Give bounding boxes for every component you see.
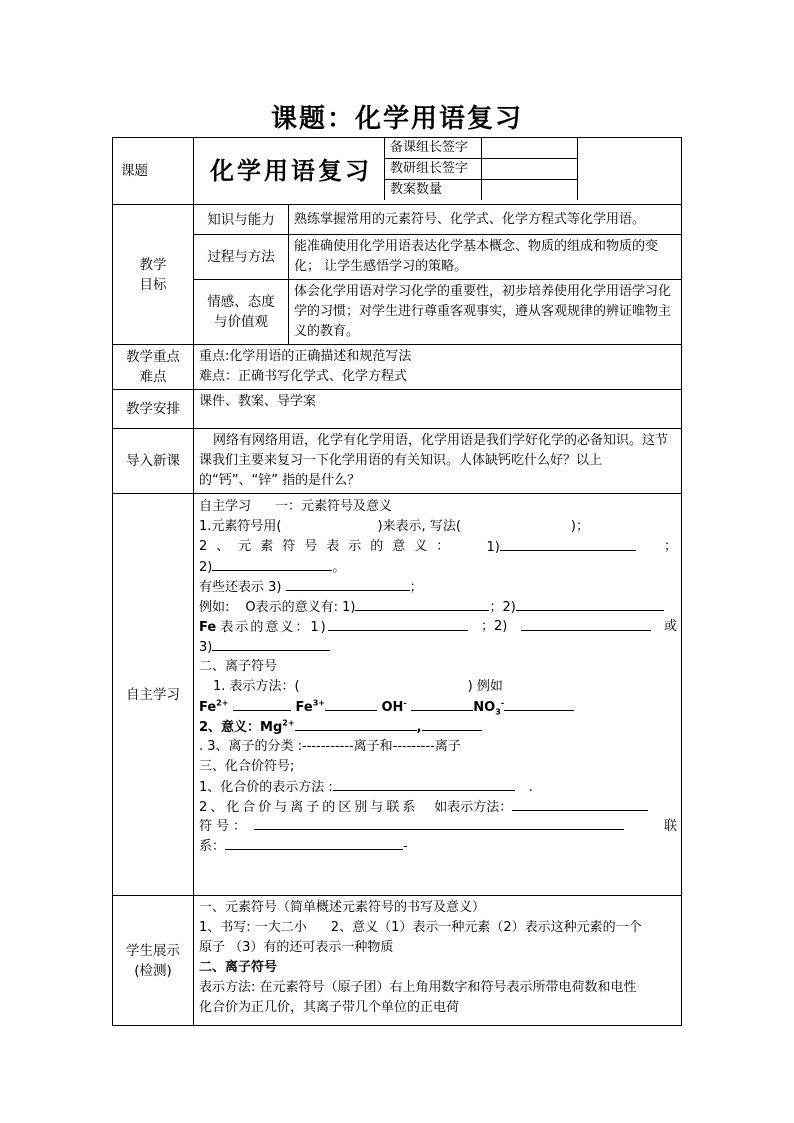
intro-label: 导入新课 [113,429,194,494]
sig-label-plan-count: 教案数量 [385,180,482,201]
keypoint-focus: 重点:化学用语的正确描述和规范写法 [199,349,412,364]
ss-q3-b: ； [409,580,423,595]
sig-field-research-leader[interactable] [481,159,578,180]
display-line2b: 2、意义（1）表示一种元素（2）表示这种元素的一个 [330,920,642,935]
ss-q2-blank1[interactable] [500,536,636,551]
topic-label: 课题 [113,138,194,205]
display-content [194,896,682,1026]
goals-label: 教学 目标 [113,205,194,345]
ss-q1-a: 1.元素符号用( [199,519,282,534]
display-line2a: 1、书写: 一大二小 [199,920,307,935]
ss-symbol-a: 符号： [199,819,251,834]
ss-ex-blank2[interactable] [516,596,664,611]
ss-ion-types: . 3、离子的分类 :-----------离子和---------离子 [199,739,461,754]
ss-ex-a: 例如: [199,600,230,615]
sig-field-group-leader[interactable] [481,138,578,159]
ss-link-blank[interactable] [225,839,403,850]
ss-symbol-blank[interactable] [254,819,624,830]
ss-fe-symbol: Fe [199,620,217,635]
display-line3: 原子 （3）有的还可表示一种物质 [199,940,394,955]
sig-field-plan-count[interactable] [481,180,578,201]
ss-q2-d: 2) [199,560,213,575]
ss-fe-d: 3) [199,640,213,655]
ss-q1-c: )； [570,519,589,534]
ss-ion-no3-blank[interactable] [504,696,574,711]
sig-label-group-leader: 备课组长签字 [385,138,482,159]
ss-diff-b: 如表示方法： [434,800,513,815]
ss-link-b: - [403,839,408,854]
ss-heading: 自主学习 [199,499,252,514]
ss-ion-no3-charge: - [500,698,505,708]
ss-ion-oh: OH [381,700,404,715]
ss-ion-no3-sub: 3 [495,707,501,717]
ss-q1-b: )来表示, 写法( [377,519,461,534]
ss-q2-b: 1) [486,540,500,555]
ss-symbol-b: 联 [663,819,677,834]
ss-valence-blank[interactable] [333,776,515,791]
goal-label-knowledge: 知识与能力 [194,205,289,235]
goal-label-emotion: 情感、态度与价值观 [194,280,289,345]
ss-meaning-blank1[interactable] [295,716,417,731]
ss-ion-fe3: Fe [295,700,313,715]
ss-section3-title: 三、化合价符号; [199,759,295,774]
ss-valence-a: 1、化合价的表示方法 : [199,780,333,795]
ss-ion-fe2-blank[interactable] [233,696,291,711]
ss-q3-a: 有些还表示 3) [199,580,282,595]
self-study-content [194,494,682,896]
ss-ex-blank1[interactable] [355,596,489,611]
ss-ion-oh-blank[interactable] [411,696,473,711]
ss-q2-e: 。 [332,560,346,575]
ss-fe-blank1[interactable] [328,616,468,631]
self-study-label: 自主学习 [113,494,194,896]
lesson-plan-table [112,137,682,1026]
intro-text: 网络有网络用语，化学有化学用语，化学用语是我们学好化学的必备知识。这节课我们主要来复习一下化学用语的有关知识。人体缺钙吃什么好？以上的“钙”、“锌” 指的是什么？ [194,429,682,494]
ss-q2-blank2[interactable] [212,556,332,571]
display-line6: 化合价为正几价，其离子带几个单位的正电荷 [199,1000,460,1015]
arrangement-label: 教学安排 [113,390,194,429]
goal-label-process: 过程与方法 [194,235,289,280]
keypoints-label: 教学重点 难点 [113,345,194,390]
goal-text-process: 能准确使用化学用语表达化学基本概念、物质的组成和物质的变化； 让学生感悟学习的策略。 [289,235,682,280]
ss-q2-a: 2、元素符号表示的意义： [199,539,459,554]
ss-ion-fe3-blank[interactable] [325,696,377,711]
arrangement-text: 课件、教案、导学案 [194,390,682,429]
ss-ion-method-b: ) 例如 [467,679,503,694]
ss-section2-title: 二、离子符号 [199,659,278,674]
ss-ion-method-a: 1. 表示方法：( [213,679,300,694]
ss-meaning-b: , [416,720,422,735]
ss-diff-a: 2、化合价与离子的区别与联系 [199,800,419,815]
display-line4: 二、离子符号 [199,960,278,975]
ss-meaning-charge: 2+ [282,718,295,728]
ss-fe-b: ；2) [480,619,508,634]
ss-ion-oh-charge: - [403,698,407,708]
ss-ion-fe2-charge: 2+ [216,698,229,708]
ss-fe-c: 或 [663,619,677,634]
ss-ex-c: ；2) [489,600,516,615]
topic-value: 化学用语复习 [210,156,372,185]
ss-valence-b: . [528,780,533,795]
keypoint-difficulty: 难点：正确书写化学式、化学方程式 [199,369,408,384]
ss-section1-title: 一：元素符号及意义 [275,499,393,514]
ss-ex-b: O表示的意义有: 1) [245,600,356,615]
ss-ion-fe3-charge: 3+ [312,698,325,708]
goal-text-knowledge: 熟练掌握常用的元素符号、化学式、化学方程式等化学用语。 [289,205,682,235]
ss-q2-c: ； [663,539,677,554]
display-line5: 表示方法: 在元素符号（原子团）右上角用数字和符号表示所带电荷数和电性 [199,980,637,995]
ss-fe-a: 表示的意义：1) [220,620,328,635]
ss-fe-blank3[interactable] [212,636,330,651]
page-title: 课题：化学用语复习 [270,104,523,134]
ss-q3-blank[interactable] [286,576,410,591]
ss-ion-fe2: Fe [199,700,217,715]
ss-ion-no3: NO [473,700,496,715]
sig-label-research-leader: 教研组长签字 [385,159,482,180]
goal-text-emotion: 体会化学用语对学习化学的重要性，初步培养使用化学用语学习化学的习惯；对学生进行尊重客观事实，遵从客观规律的辨证唯物主义的教育。 [289,280,682,345]
display-label: 学生展示 (检测) [113,896,194,1026]
ss-diff-blank[interactable] [512,796,648,811]
ss-link-a: 系： [199,839,226,854]
signature-table [384,138,602,200]
ss-fe-blank2[interactable] [521,616,651,631]
ss-meaning-a: 2、意义：Mg [199,720,283,735]
display-line1: 一、元素符号（简单概述元素符号的书写及意义） [199,900,486,915]
ss-meaning-blank2[interactable] [422,716,482,731]
